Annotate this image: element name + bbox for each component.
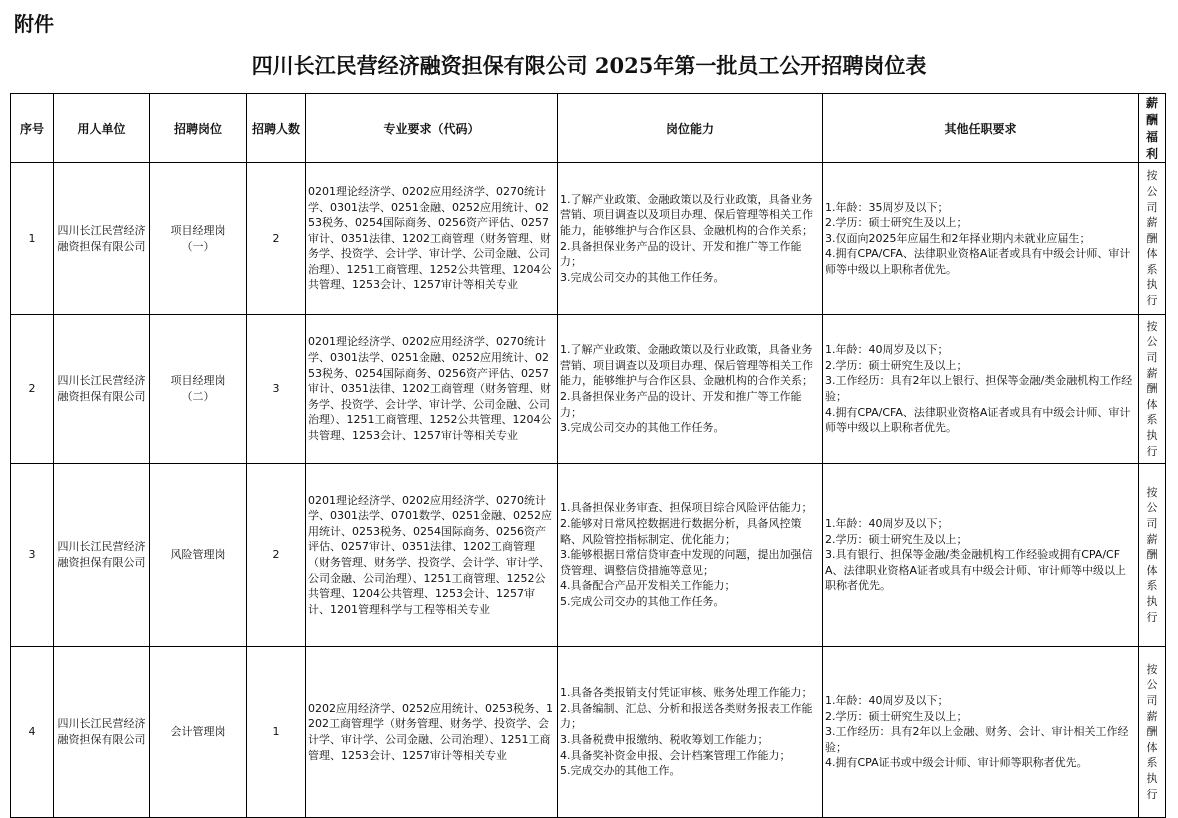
position-cell [150,464,247,647]
ability-cell [558,464,823,647]
ability-item: 2.具备编制、汇总、分析和报送各类财务报表工作能力； [560,701,813,731]
unit-text: 四川长江民营经济融资担保有限公司 [57,223,146,253]
attachment-label: 附件 [14,12,54,36]
seq-cell: 1 [11,163,54,315]
seq-cell: 3 [11,464,54,647]
unit-text: 四川长江民营经济融资担保有限公司 [57,540,146,569]
position-cell [150,647,247,818]
salary-cell: 按公司薪酬体系执行 [1139,315,1166,464]
header-unit: 用人单位 [54,94,150,163]
ability-cell [558,315,823,464]
ability-item: 5.完成交办的其他工作。 [560,764,681,778]
unit-text: 四川长江民营经济融资担保有限公司 [57,717,146,746]
job-posting-table [10,93,1166,818]
header-ability: 岗位能力 [558,94,823,163]
major-cell: 0202应用经济学、0252应用统计、0253税务、1202工商管理学（财务管理、财务学、投资学、会计学、审计学、公司金融、公司治理）、1251工商管理、1253会计、1257审计等相关专业 [306,647,558,818]
position-cell [150,315,247,464]
header-other: 其他任职要求 [823,94,1139,163]
other-cell [823,464,1139,647]
header-position: 招聘岗位 [150,94,247,163]
salary-cell: 按公司薪酬体系执行 [1139,163,1166,315]
ability-item: 1.了解产业政策、金融政策以及行业政策，具备业务营销、项目调查以及项目办理、保后管理等相关工作能力，能够维护与合作区县、金融机构的合作关系； [560,192,813,237]
header-salary: 薪酬福利 [1139,94,1166,163]
requirement-item: 4.拥有CPA证书或中级会计师、审计师等职称者优先。 [825,756,1088,770]
ability-item: 3.能够根据日常信贷审查中发现的问题，提出加强信贷管理、调整信贷措施等意见； [560,548,813,577]
requirement-item: 3.工作经历：具有2年以上金融、财务、会计、审计相关工作经验； [825,725,1129,754]
seq-cell: 2 [11,315,54,464]
other-cell [823,163,1139,315]
ability-item: 1.具备担保业务审查、担保项目综合风险评估能力； [560,501,813,515]
unit-text: 四川长江民营经济融资担保有限公司 [57,374,146,403]
unit-cell [54,647,150,818]
count-cell: 2 [247,163,306,315]
ability-cell [558,647,823,818]
requirement-item: 2.学历：硕士研究生及以上； [825,709,968,723]
requirement-item: 2.学历：硕士研究生及以上； [825,216,968,230]
requirement-item: 1.年龄：40周岁及以下； [825,343,949,357]
requirement-item: 2.学历：硕士研究生及以上； [825,532,968,546]
ability-item: 2.能够对日常风控数据进行数据分析，具备风控策略、风险管控指标制定、优化能力； [560,517,802,546]
requirement-item: 3.具有银行、担保等金融/类金融机构工作经验或拥有CPA/CFA、法律职业资格A证者或具有中级会计师、审计师等中级以上职称者优先。 [825,548,1127,593]
position-text: 会计管理岗 [170,725,226,739]
other-cell [823,315,1139,464]
requirement-item: 2.学历：硕士研究生及以上； [825,358,968,372]
requirement-item: 4.拥有CPA/CFA、法律职业资格A证者或具有中级会计师、审计师等中级以上职称者优先。 [825,405,1131,435]
ability-item: 3.具备税费申报缴纳、税收筹划工作能力； [560,733,769,746]
requirement-item: 3.仅面向2025年应届生和2年择业期内未就业应届生； [825,231,1091,245]
ability-item: 2.具备担保业务产品的设计、开发和推广等工作能力； [560,239,802,269]
salary-cell: 按公司薪酬体系执行 [1139,647,1166,818]
count-cell: 1 [247,647,306,818]
ability-item: 4.具备配合产品开发相关工作能力； [560,579,736,593]
header-major: 专业要求（代码） [306,94,558,163]
requirement-item: 1.年龄：40周岁及以下； [825,694,949,708]
position-cell [150,163,247,315]
position-text: 项目经理岗（二） [170,374,226,403]
table-row [11,464,1166,647]
position-text: 风险管理岗 [170,548,226,562]
ability-item: 3.完成公司交办的其他工作任务。 [560,270,725,284]
header-seq: 序号 [11,94,54,163]
major-cell: 0201理论经济学、0202应用经济学、0270统计学、0301法学、0251金融、0252应用统计、0253税务、0254国际商务、0256资产评估、0257审计、0351法律、1202工商管理（财务管理、财务学、投资学、会计学、审计学、公司金融、公司治理）、1251工商管理、1252公共管理、1204公共管理、1253会计、1257审计等相关专业 [306,315,558,464]
unit-cell [54,163,150,315]
count-cell: 2 [247,464,306,647]
unit-cell [54,315,150,464]
requirement-item: 4.拥有CPA/CFA、法律职业资格A证者或具有中级会计师、审计师等中级以上职称者优先。 [825,247,1131,276]
table-row [11,163,1166,315]
major-cell: 0201理论经济学、0202应用经济学、0270统计学、0301法学、0251金融、0252应用统计、0253税务、0254国际商务、0256资产评估、0257审计、0351法律、1202工商管理（财务管理、财务学、投资学、会计学、审计学、公司金融、公司治理）、1251工商管理、1252公共管理、1204公共管理、1253会计、1257审计等相关专业 [306,163,558,315]
requirement-item: 1.年龄：35周岁及以下； [825,200,949,214]
ability-item: 1.具备各类报销支付凭证审核、账务处理工作能力； [560,686,813,700]
ability-item: 2.具备担保业务产品的设计、开发和推广等工作能力； [560,390,802,419]
ability-cell [558,163,823,315]
ability-item: 4.具备奖补资金申报、会计档案管理工作能力； [560,748,791,762]
table-row [11,647,1166,818]
seq-cell: 4 [11,647,54,818]
unit-cell [54,464,150,647]
major-cell: 0201理论经济学、0202应用经济学、0270统计学、0301法学、0701数学、0251金融、0252应用统计、0253税务、0254国际商务、0256资产评估、0257审计、0351法律、1202工商管理（财务管理、财务学、投资学、会计学、审计学、公司金融、公司治理）、1251工商管理、1252公共管理、1204公共管理、1253会计、1257审计、1201管理科学与工程等相关专业 [306,464,558,647]
other-cell [823,647,1139,818]
salary-cell: 按公司薪酬体系执行 [1139,464,1166,647]
ability-item: 3.完成公司交办的其他工作任务。 [560,421,725,435]
count-cell: 3 [247,315,306,464]
table-row [11,315,1166,464]
ability-item: 1.了解产业政策、金融政策以及行业政策，具备业务营销、项目调查以及项目办理、保后管理等相关工作能力，能够维护与合作区县、金融机构的合作关系； [560,343,813,388]
position-text: 项目经理岗（一） [170,223,226,253]
requirement-item: 1.年龄：40周岁及以下； [825,517,949,531]
ability-item: 5.完成公司交办的其他工作任务。 [560,594,725,608]
header-count: 招聘人数 [247,94,306,163]
page-title: 四川长江民营经济融资担保有限公司 2025年第一批员工公开招聘岗位表 [251,53,927,78]
header-row [11,94,1166,163]
requirement-item: 3.工作经历：具有2年以上银行、担保等金融/类金融机构工作经验； [825,374,1133,403]
